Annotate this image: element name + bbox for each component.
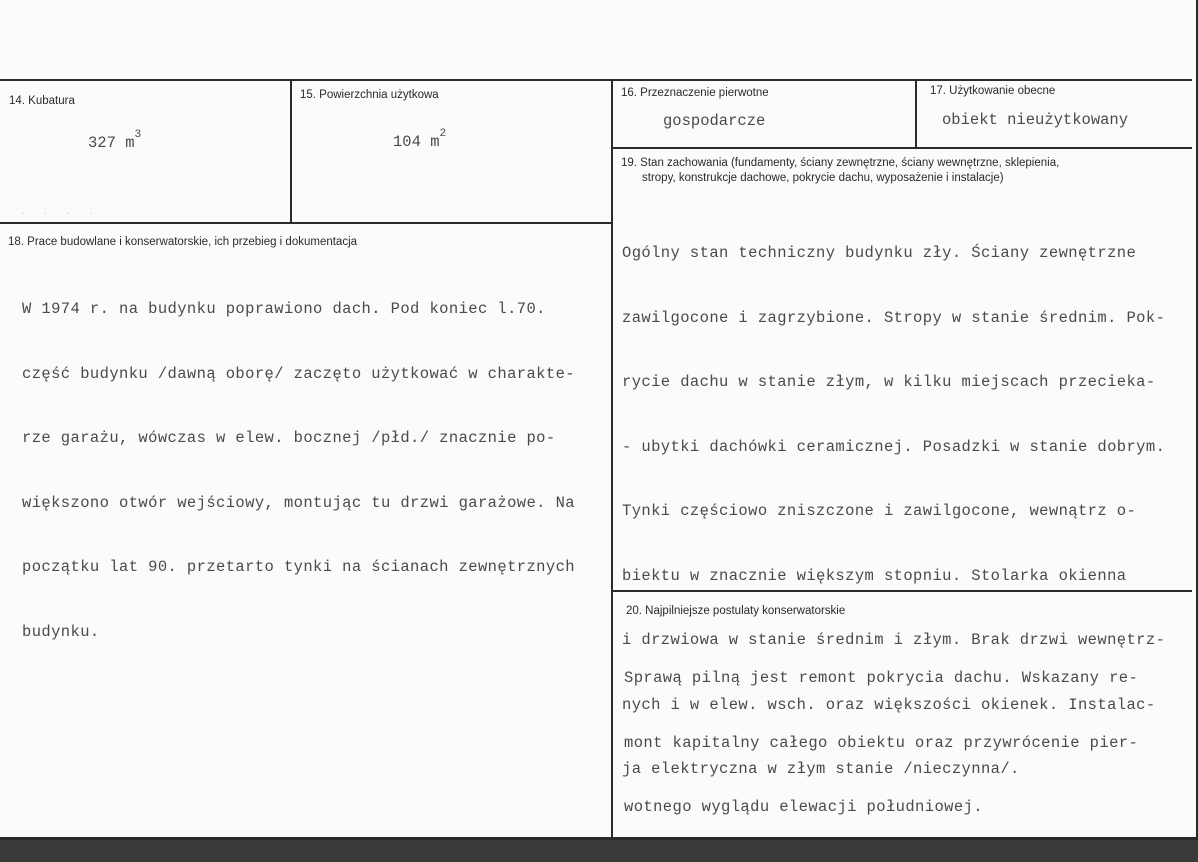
text-line: Ogólny stan techniczny budynku zły. Ściany zewnętrzne	[622, 244, 1137, 262]
field-20-label: 20. Najpilniejsze postulaty konserwatorskie	[626, 605, 846, 617]
text-line: ja elektryczna w złym stanie /nieczynna/.	[622, 760, 1020, 778]
text-line: biektu w znacznie większym stopniu. Stolarka okienna	[622, 566, 1127, 585]
top-rule	[0, 79, 1192, 81]
faint-dots: . . . .	[20, 207, 100, 217]
field-20-text	[624, 625, 1138, 862]
field-14-value	[88, 129, 142, 153]
powierzchnia-unit-exponent: 2	[439, 128, 447, 140]
powierzchnia-value: 104 m	[393, 133, 440, 152]
field-15-label: 15. Powierzchnia użytkowa	[300, 89, 439, 101]
text-line: i drzwiowa w stanie średnim i złym. Brak drzwi wewnętrz-	[622, 631, 1166, 649]
divider-16-17	[915, 80, 917, 148]
text-line: zawilgocone i zagrzybione. Stropy w stanie średnim. Pok-	[622, 308, 1166, 327]
field-16-label: 16. Przeznaczenie pierwotne	[621, 87, 769, 99]
field-19-label-line2: stropy, konstrukcje dachowe, pokrycie dachu, wyposażenie i instalacje)	[642, 172, 1004, 184]
rule-right-top	[612, 147, 1192, 149]
text-line: rycie dachu w stanie złym, w kilku miejscach przecieka-	[622, 373, 1156, 391]
text-line: większono otwór wejściowy, montując tu drzwi garażowe. Na	[22, 493, 575, 512]
text-line: wotnego wyglądu elewacji południowej.	[624, 798, 983, 816]
field-15-value	[393, 128, 447, 152]
text-line: nych i w elew. wsch. oraz większości okienek. Instalac-	[622, 695, 1156, 714]
field-16-value: gospodarcze	[663, 112, 766, 130]
text-line: początku lat 90. przetarto tynki na ścianach zewnętrznych	[22, 558, 575, 576]
kubatura-unit-exponent: 3	[134, 129, 142, 141]
field-17-value: obiekt nieużytkowany	[942, 111, 1129, 129]
rule-left-mid	[0, 222, 612, 224]
text-line: W 1974 r. na budynku poprawiono dach. Pod koniec l.70.	[22, 300, 546, 318]
field-19-label-line1: 19. Stan zachowania (fundamenty, ściany zewnętrzne, ściany wewnętrzne, sklepienia,	[621, 157, 1060, 169]
text-line: Tynki częściowo zniszczone i zawilgocone, wewnątrz o-	[622, 502, 1137, 520]
field-18-text	[22, 256, 575, 686]
text-line: rze garażu, wówczas w elew. bocznej /płd./ znacznie po-	[22, 429, 556, 447]
field-17-label: 17. Użytkowanie obecne	[930, 85, 1056, 97]
field-14-label: 14. Kubatura	[9, 95, 75, 107]
field-18-label: 18. Prace budowlane i konserwatorskie, ich przebieg i dokumentacja	[8, 236, 358, 248]
text-line: - ubytki dachówki ceramicznej. Posadzki w stanie dobrym.	[622, 437, 1166, 456]
divider-main-vertical	[611, 80, 613, 837]
text-line: mont kapitalny całego obiektu oraz przywrócenie pier-	[624, 733, 1139, 752]
text-line: część budynku /dawną oborę/ zaczęto użytkować w charakte-	[22, 364, 575, 383]
kubatura-value: 327 m	[88, 134, 135, 153]
divider-14-15	[290, 80, 292, 223]
text-line: Sprawą pilną jest remont pokrycia dachu. Wskazany re-	[624, 669, 1139, 687]
text-line: budynku.	[22, 622, 100, 641]
